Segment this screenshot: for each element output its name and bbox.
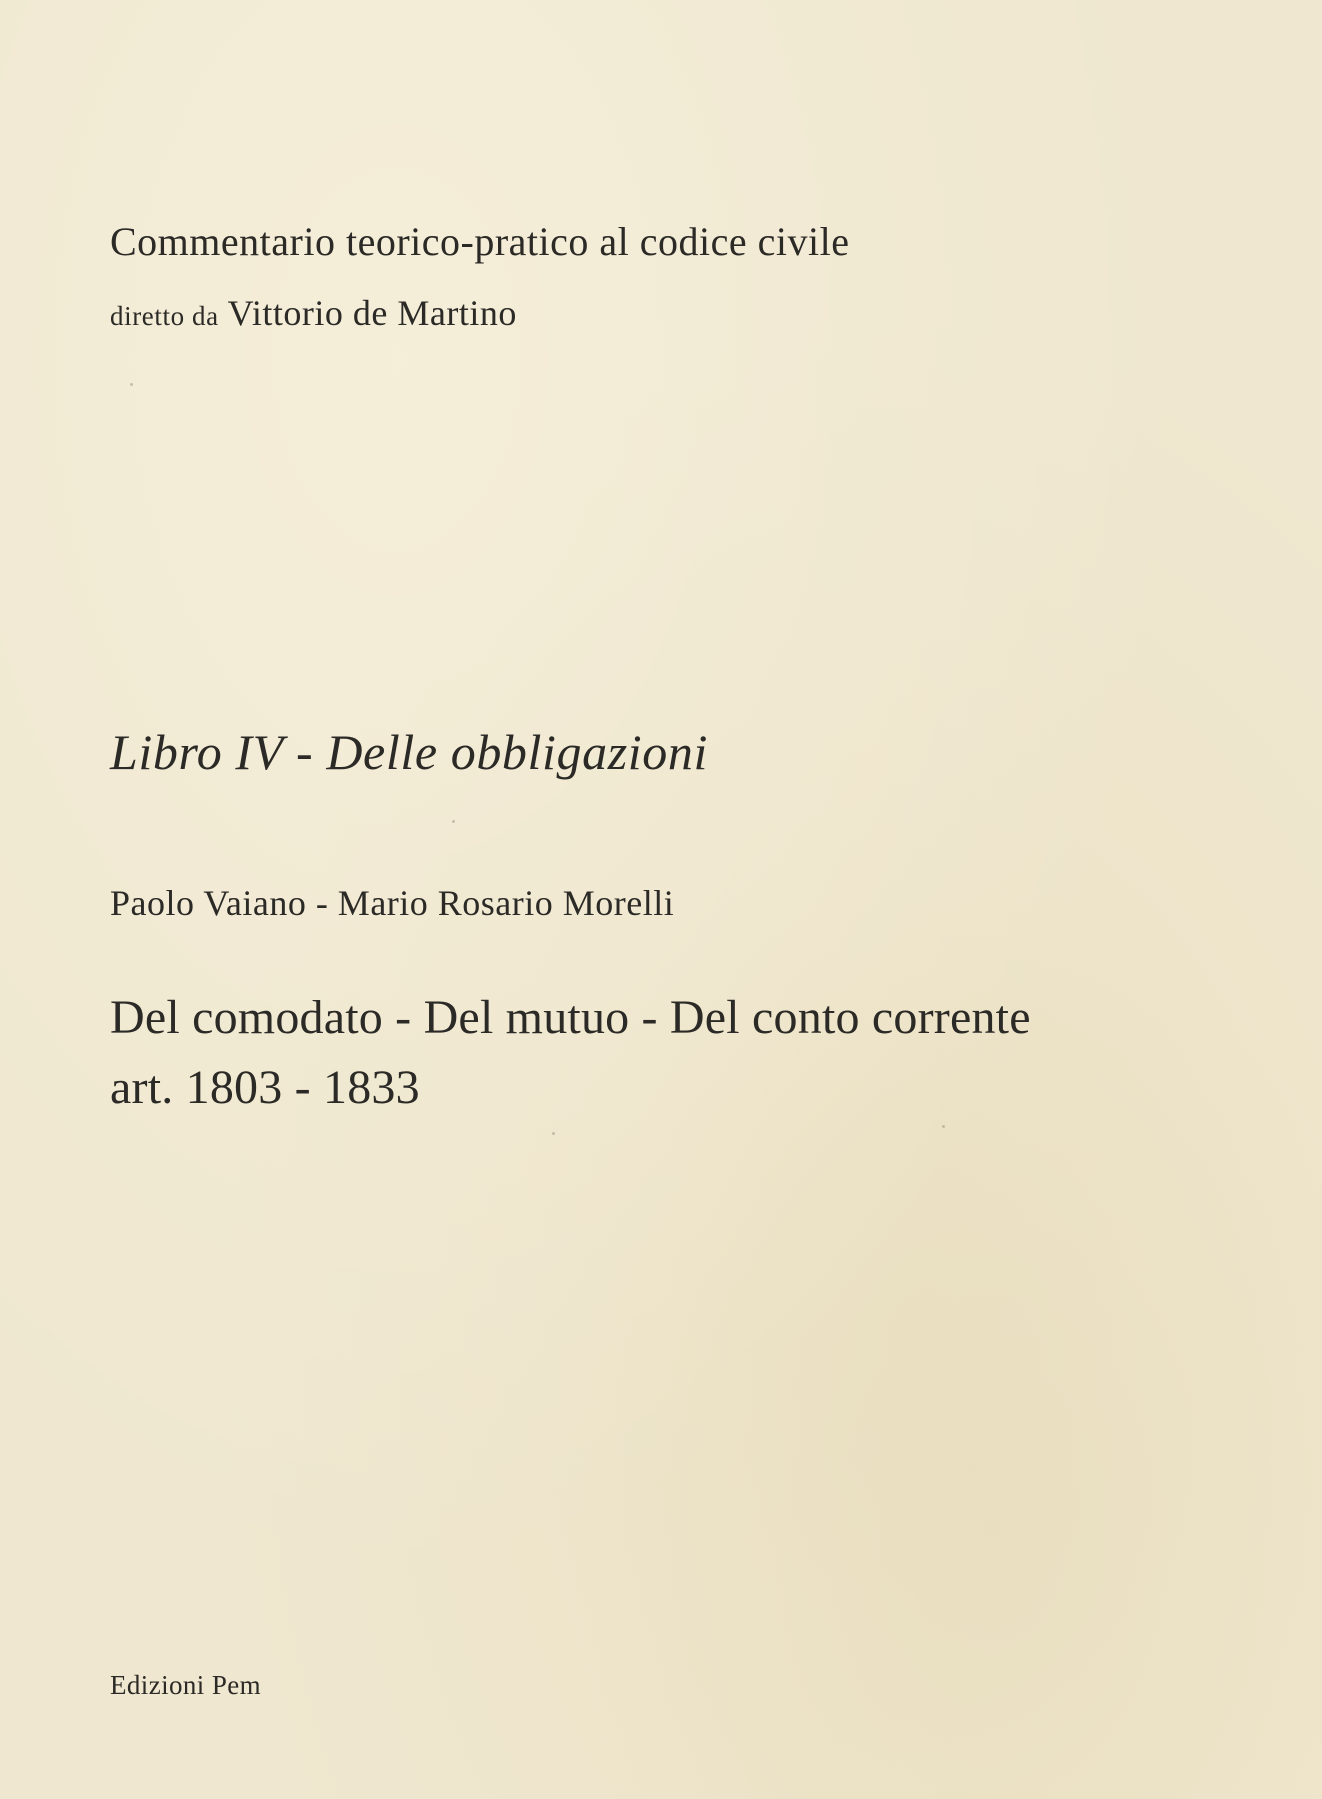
paper-speck: [130, 383, 133, 386]
series-title: Commentario teorico-pratico al codice civile: [110, 219, 850, 264]
paper-speck: [942, 1125, 945, 1128]
paper-speck: [552, 1132, 555, 1135]
article-range: art. 1803 - 1833: [110, 1061, 420, 1114]
authors: Paolo Vaiano - Mario Rosario Morelli: [110, 883, 675, 923]
publisher: Edizioni Pem: [110, 1670, 262, 1700]
book-title: Libro IV - Delle obbligazioni: [110, 724, 708, 780]
director-name: Vittorio de Martino: [227, 293, 517, 333]
paper-speck: [452, 820, 455, 823]
volume-title: Del comodato - Del mutuo - Del conto corrente: [110, 991, 1031, 1044]
director-prefix: diretto da: [110, 301, 219, 331]
series-director: [110, 292, 517, 334]
